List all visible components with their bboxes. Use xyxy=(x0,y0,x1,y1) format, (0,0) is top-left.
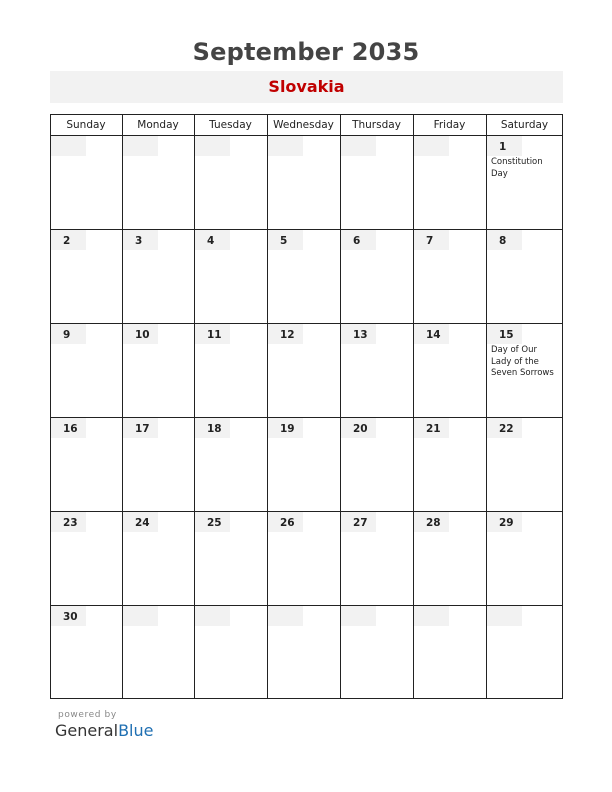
day-number: 25 xyxy=(195,512,230,532)
weekday-header-sunday: Sunday xyxy=(66,119,106,131)
holiday-label: Constitution Day xyxy=(491,157,543,179)
weekday-header-friday: Friday xyxy=(433,119,466,131)
grid-line-vertical xyxy=(122,114,123,699)
grid-line-vertical xyxy=(486,114,487,699)
generalblue-logo[interactable] xyxy=(55,721,153,740)
day-number: 18 xyxy=(195,418,230,438)
day-number xyxy=(268,606,303,626)
day-number: 11 xyxy=(195,324,230,344)
grid-line-vertical xyxy=(194,114,195,699)
day-cell-12 xyxy=(267,323,340,417)
day-number xyxy=(123,606,158,626)
weekday-header-monday: Monday xyxy=(137,119,179,131)
day-cell-23 xyxy=(50,511,122,605)
day-cell-15 xyxy=(486,323,563,417)
day-cell-9 xyxy=(50,323,122,417)
day-number xyxy=(268,136,303,156)
day-cell-5 xyxy=(267,229,340,323)
day-cell-30 xyxy=(50,605,122,699)
day-number: 28 xyxy=(414,512,449,532)
grid-line-vertical xyxy=(50,114,51,699)
day-cell-6 xyxy=(340,229,413,323)
day-cell-22 xyxy=(486,417,563,511)
logo-general-text: General xyxy=(55,721,119,740)
day-number xyxy=(414,606,449,626)
day-number: 5 xyxy=(268,230,303,250)
day-cell-18 xyxy=(194,417,267,511)
day-cell-11 xyxy=(194,323,267,417)
weekday-header-saturday: Saturday xyxy=(500,119,549,131)
day-number xyxy=(341,606,376,626)
page-title: September 2035 xyxy=(192,38,420,66)
day-number: 6 xyxy=(341,230,376,250)
country-banner xyxy=(50,71,563,103)
day-number xyxy=(123,136,158,156)
day-cell-24 xyxy=(122,511,194,605)
day-cell-1 xyxy=(486,135,563,229)
day-number: 4 xyxy=(195,230,230,250)
logo-blue-text: Blue xyxy=(118,721,154,740)
day-number: 19 xyxy=(268,418,303,438)
day-number: 27 xyxy=(341,512,376,532)
calendar-grid xyxy=(50,114,563,699)
empty-day-cell xyxy=(194,135,267,229)
day-number: 9 xyxy=(51,324,86,344)
empty-day-cell xyxy=(340,135,413,229)
empty-day-cell xyxy=(413,605,486,699)
empty-day-cell xyxy=(50,135,122,229)
grid-line-vertical xyxy=(562,114,563,699)
day-number: 30 xyxy=(51,606,86,626)
day-number: 24 xyxy=(123,512,158,532)
day-cell-25 xyxy=(194,511,267,605)
day-cell-29 xyxy=(486,511,563,605)
day-number: 7 xyxy=(414,230,449,250)
day-number: 15 xyxy=(487,324,522,344)
grid-line-vertical xyxy=(267,114,268,699)
empty-day-cell xyxy=(340,605,413,699)
day-number: 16 xyxy=(51,418,86,438)
country-name: Slovakia xyxy=(268,77,345,96)
day-cell-8 xyxy=(486,229,563,323)
day-number: 22 xyxy=(487,418,522,438)
day-cell-2 xyxy=(50,229,122,323)
day-cell-26 xyxy=(267,511,340,605)
day-cell-3 xyxy=(122,229,194,323)
day-cell-13 xyxy=(340,323,413,417)
day-number: 2 xyxy=(51,230,86,250)
weekday-header-tuesday: Tuesday xyxy=(209,119,252,131)
day-number: 13 xyxy=(341,324,376,344)
day-number xyxy=(195,606,230,626)
empty-day-cell xyxy=(267,135,340,229)
day-number xyxy=(341,136,376,156)
empty-day-cell xyxy=(122,605,194,699)
day-cell-10 xyxy=(122,323,194,417)
day-number: 21 xyxy=(414,418,449,438)
day-cell-7 xyxy=(413,229,486,323)
day-number: 8 xyxy=(487,230,522,250)
day-cell-21 xyxy=(413,417,486,511)
day-number xyxy=(414,136,449,156)
empty-day-cell xyxy=(267,605,340,699)
weekday-header-wednesday: Wednesday xyxy=(273,119,334,131)
day-number: 1 xyxy=(487,136,522,156)
empty-day-cell xyxy=(122,135,194,229)
day-cell-19 xyxy=(267,417,340,511)
day-number: 17 xyxy=(123,418,158,438)
empty-day-cell xyxy=(413,135,486,229)
day-number: 23 xyxy=(51,512,86,532)
grid-line-vertical xyxy=(340,114,341,699)
day-number: 10 xyxy=(123,324,158,344)
day-cell-14 xyxy=(413,323,486,417)
powered-by-label: powered by xyxy=(58,710,117,720)
day-cell-28 xyxy=(413,511,486,605)
day-number: 29 xyxy=(487,512,522,532)
day-cell-17 xyxy=(122,417,194,511)
holiday-label: Day of Our Lady of the Seven Sorrows xyxy=(491,345,554,378)
day-number xyxy=(487,606,522,626)
grid-line-vertical xyxy=(413,114,414,699)
day-cell-4 xyxy=(194,229,267,323)
day-cell-27 xyxy=(340,511,413,605)
day-number xyxy=(51,136,86,156)
day-number: 12 xyxy=(268,324,303,344)
day-number: 14 xyxy=(414,324,449,344)
day-cell-20 xyxy=(340,417,413,511)
empty-day-cell xyxy=(486,605,563,699)
day-cell-16 xyxy=(50,417,122,511)
day-number: 26 xyxy=(268,512,303,532)
day-number: 3 xyxy=(123,230,158,250)
day-number xyxy=(195,136,230,156)
empty-day-cell xyxy=(194,605,267,699)
weekday-header-thursday: Thursday xyxy=(352,119,401,131)
day-number: 20 xyxy=(341,418,376,438)
